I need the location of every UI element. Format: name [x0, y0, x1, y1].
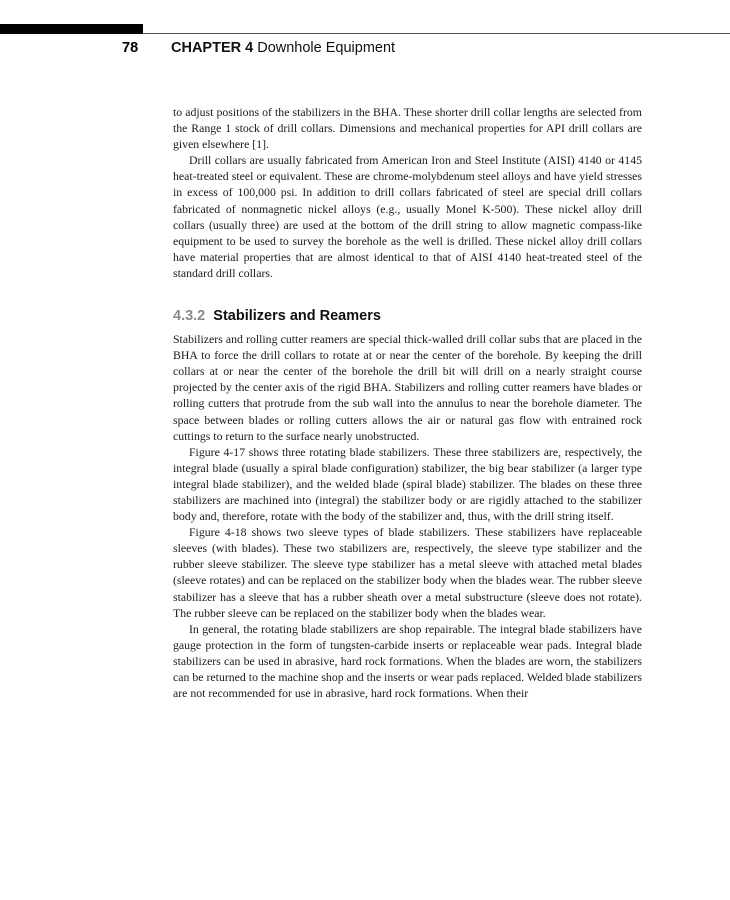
running-head [171, 40, 395, 56]
section-number: 4.3.2 [173, 308, 206, 325]
page-number: 78 [122, 40, 139, 56]
header-black-bar [0, 24, 143, 34]
section-title: Stabilizers and Reamers [213, 308, 381, 325]
body-paragraph: Figure 4-18 shows two sleeve types of blade stabilizers. These stabilizers have replaceable sleeves (with blades). These two stabilizers are, respectively, the sleeve type stabilizer and the rubber sleeve stabilizer. The sleeve type stabilizer has a metal sleeve with attached metal blades (sleeve rotates) and can be replaced on the stabilizer body when the blades wear. The rubber sleeve stabilizer has a sleeve that has a rubber sheath over a metal substructure (sleeve does not rotate). The rubber sleeve can be replaced on the stabilizer body when the blades wear. [173, 525, 642, 620]
body-paragraph: Stabilizers and rolling cutter reamers are special thick-walled drill collar subs that are placed in the BHA to force the drill collars to rotate at or near the center of the borehole. By keeping the drill collars at or near the center of the borehole the drill bit will drill on a nearly straight course projected by the center axis of the rigid BHA. Stabilizers and rolling cutter reamers have blades or rolling cutters that protrude from the sub wall into the annulus to near the borehole diameter. The space between blades or rolling cutters allows the air or natural gas flow with entrained rock cuttings to return to the surface nearly unobstructed. [173, 332, 642, 443]
body-paragraph: Figure 4-17 shows three rotating blade stabilizers. These three stabilizers are, respectively, the integral blade (usually a spiral blade configuration) stabilizer, the big bear stabilizer (a larger type integral blade stabilizer), and the welded blade (spiral blade) stabilizer. The blades on these three stabilizers are machined into (integral) the stabilizer body or are rigidly attached to the stabilizer body and, therefore, rotate with the body of the stabilizer and, thus, with the drill string itself. [173, 444, 642, 524]
page-body [173, 104, 642, 701]
header-rule [143, 33, 730, 34]
section-heading [173, 306, 642, 326]
chapter-label: CHAPTER 4 [171, 40, 254, 56]
chapter-title: Downhole Equipment [257, 40, 396, 56]
body-paragraph: Drill collars are usually fabricated from American Iron and Steel Institute (AISI) 4140 or 4145 heat-treated steel or equivalent. These are chrome-molybdenum steel alloys and have yield stresses in excess of 100,000 psi. In addition to drill collars fabricated of steel are special drill collars fabricated of nonmagnetic nickel alloys (e.g., usually Monel K-500). These nickel alloy drill collars (usually three) are used at the bottom of the drill string to allow magnetic compass-like equipment to be used to survey the borehole as the well is drilled. These nickel alloy drill collars have material properties that are almost identical to that of AISI 4140 heat-treated steel of the standard drill collars. [173, 153, 642, 280]
body-paragraph: In general, the rotating blade stabilizers are shop repairable. The integral blade stabilizers have gauge protection in the form of tungsten-carbide inserts or replaceable wear pads. Integral blade stabilizers can be used in abrasive, hard rock formations. When the blades are worn, the stabilizers can be returned to the machine shop and the inserts or wear pads replaced. Welded blade stabilizers are not recommended for use in abrasive, hard rock formations. When their [173, 621, 642, 701]
body-paragraph: to adjust positions of the stabilizers in the BHA. These shorter drill collar lengths are selected from the Range 1 stock of drill collars. Dimensions and mechanical properties for API drill collars are given elsewhere [1]. [173, 105, 642, 152]
